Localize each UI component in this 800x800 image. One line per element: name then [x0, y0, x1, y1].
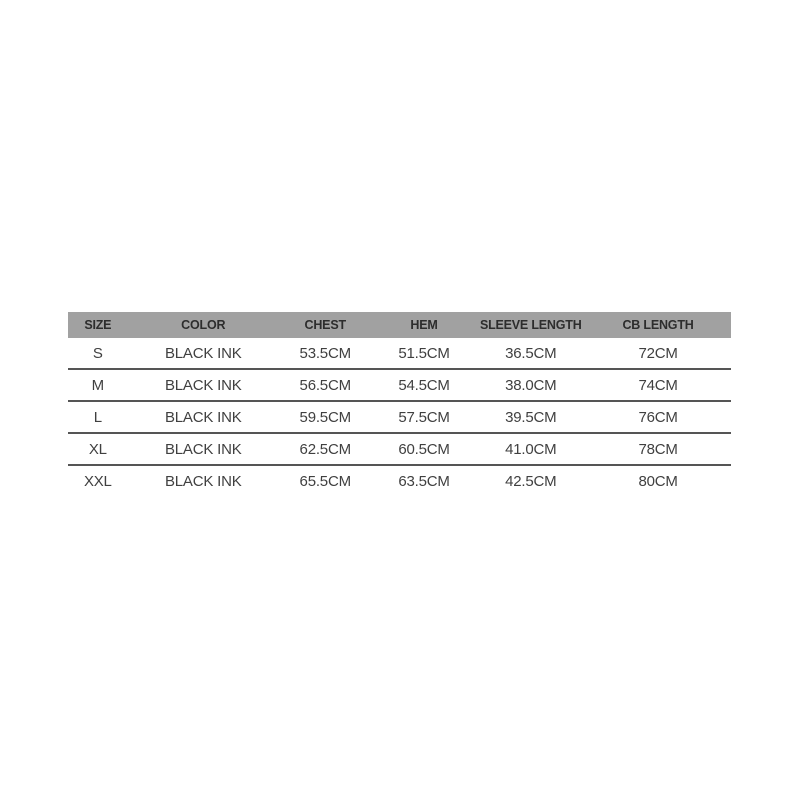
- cell-sleeve-length: 41.0CM: [476, 433, 585, 465]
- cell-color: BLACK INK: [128, 401, 279, 433]
- table-row-s: [68, 338, 731, 369]
- cell-hem: 57.5CM: [372, 401, 477, 433]
- cell-sleeve-length: 36.5CM: [476, 338, 585, 369]
- cell-color: BLACK INK: [128, 433, 279, 465]
- column-header-sleeve-length: SLEEVE LENGTH: [476, 312, 585, 338]
- cell-chest: 53.5CM: [279, 338, 372, 369]
- cell-color: BLACK INK: [128, 369, 279, 401]
- cell-size: XL: [68, 433, 128, 465]
- cell-chest: 62.5CM: [279, 433, 372, 465]
- column-header-size: SIZE: [68, 312, 128, 338]
- cell-color: BLACK INK: [128, 338, 279, 369]
- cell-sleeve-length: 42.5CM: [505, 472, 557, 490]
- size-chart-table: [68, 312, 731, 496]
- column-header-hem: HEM: [372, 312, 477, 338]
- cell-size: S: [68, 338, 128, 369]
- column-header-color: COLOR: [128, 312, 279, 338]
- cell-cb-length: 80CM: [638, 472, 678, 490]
- size-chart-header: [68, 312, 731, 338]
- cell-size: M: [68, 369, 128, 401]
- column-header-cb-length: CB LENGTH: [585, 312, 731, 338]
- cell-sleeve-length: 38.0CM: [476, 369, 585, 401]
- table-row-m: [68, 369, 731, 401]
- cell-cb-length: 74CM: [585, 369, 731, 401]
- cell-size: L: [68, 401, 128, 433]
- column-header-chest: CHEST: [279, 312, 372, 338]
- table-row-l: [68, 401, 731, 433]
- table-row-xl: [68, 433, 731, 465]
- cell-hem: 51.5CM: [372, 338, 477, 369]
- cell-chest: 56.5CM: [279, 369, 372, 401]
- cell-hem: 54.5CM: [372, 369, 477, 401]
- cell-hem: 60.5CM: [372, 433, 477, 465]
- header-row: [68, 312, 731, 338]
- cell-chest: 59.5CM: [279, 401, 372, 433]
- cell-cb-length: 72CM: [585, 338, 731, 369]
- cell-chest: 65.5CM: [299, 472, 351, 490]
- cell-sleeve-length: 39.5CM: [476, 401, 585, 433]
- table-row-xxl: [68, 465, 731, 496]
- cell-color: BLACK INK: [164, 472, 242, 490]
- cell-cb-length: 76CM: [585, 401, 731, 433]
- cell-cb-length: 78CM: [585, 433, 731, 465]
- cell-hem: 63.5CM: [398, 472, 450, 490]
- size-chart-body: [68, 338, 731, 496]
- cell-size: XXL: [83, 472, 112, 490]
